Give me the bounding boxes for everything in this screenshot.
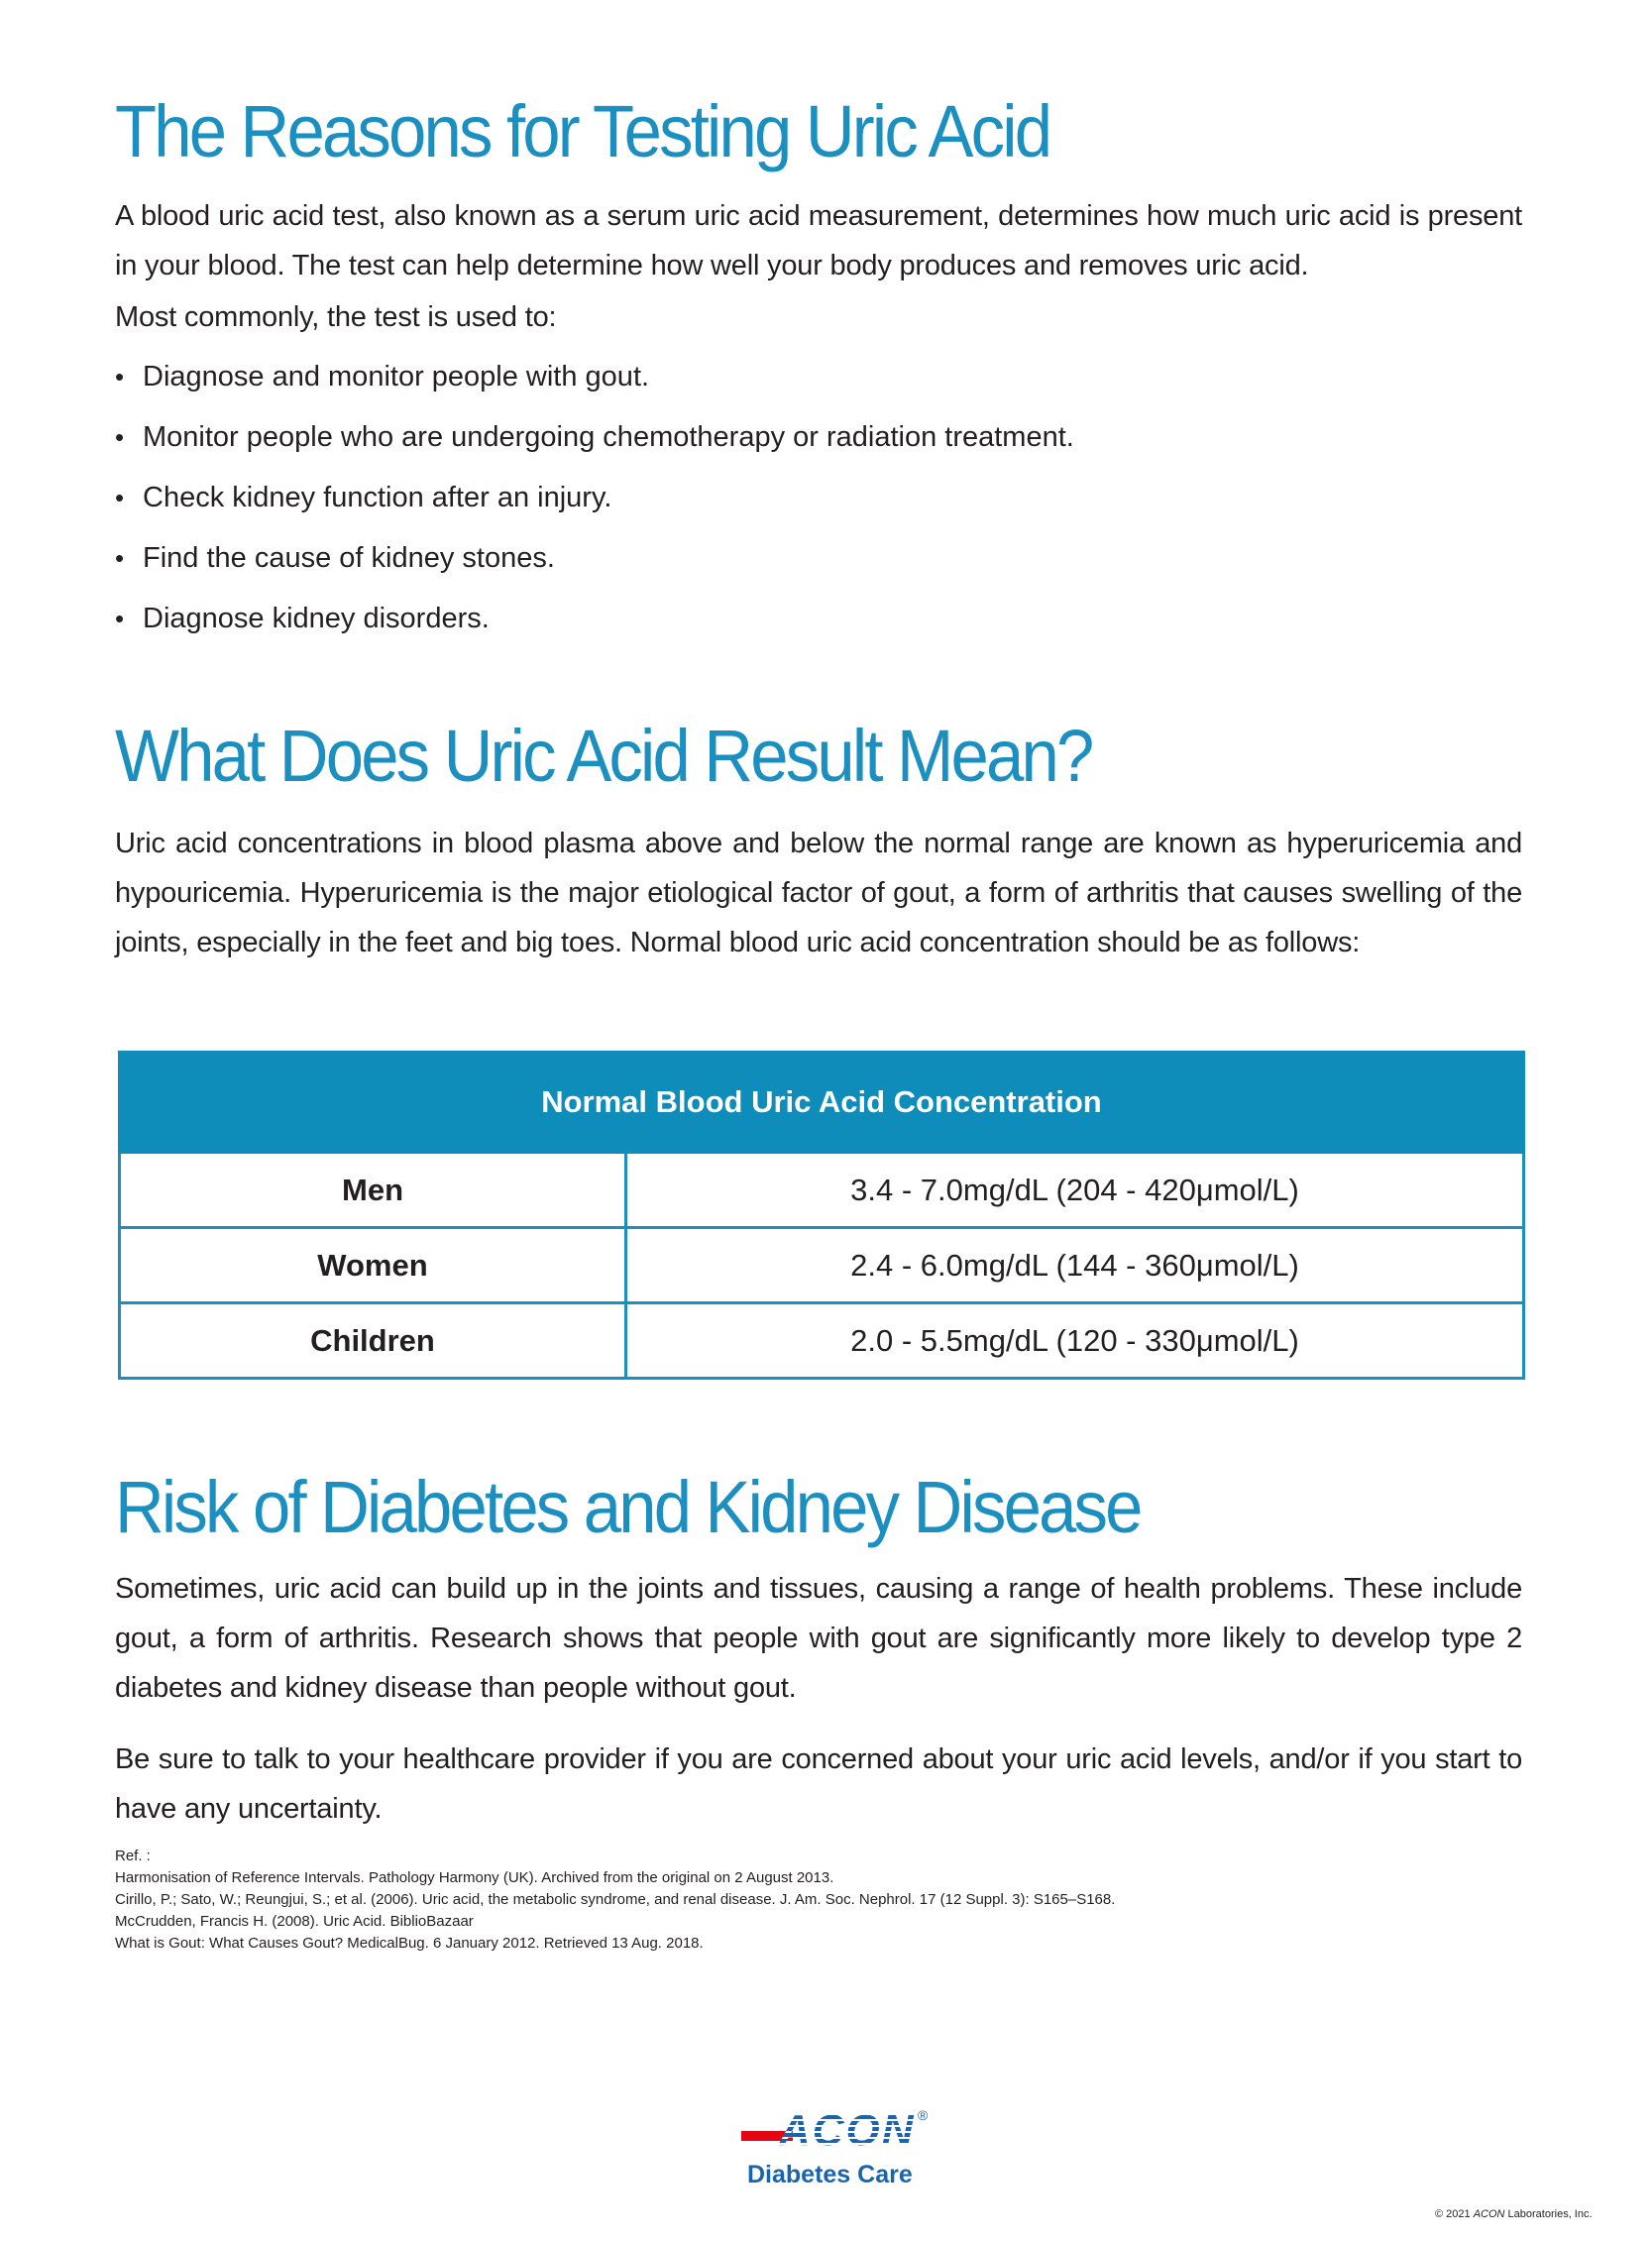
- section-title-result-meaning: What Does Uric Acid Result Mean?: [115, 715, 1092, 797]
- range-cell: 3.4 - 7.0mg/dL (204 - 420μmol/L): [626, 1153, 1524, 1228]
- table-header: Normal Blood Uric Acid Concentration: [120, 1053, 1524, 1153]
- reasons-intro-2: Most commonly, the test is used to:: [115, 301, 557, 333]
- range-cell: 2.4 - 6.0mg/dL (144 - 360μmol/L): [626, 1228, 1524, 1303]
- section-title-risk: Risk of Diabetes and Kidney Disease: [115, 1466, 1141, 1548]
- registered-icon: ®: [918, 2107, 929, 2123]
- references: [115, 1846, 1115, 1955]
- section-title-reasons: The Reasons for Testing Uric Acid: [115, 90, 1050, 172]
- list-item: • Diagnose and monitor people with gout.: [115, 347, 1074, 407]
- table-row: [120, 1228, 1524, 1303]
- risk-body-2: Be sure to talk to your healthcare provider if you are concerned about your uric acid levels, and/or if you start to have any uncertainty.: [115, 1743, 1522, 1825]
- reference-item: Harmonisation of Reference Intervals. Pathology Harmony (UK). Archived from the original on 2 August 2013.: [115, 1869, 834, 1886]
- list-item: • Check kidney function after an injury.: [115, 468, 1074, 528]
- logo-subtitle: Diabetes Care: [747, 2161, 913, 2188]
- uric-acid-table: [118, 1051, 1525, 1380]
- bullet-icon: •: [115, 543, 125, 573]
- table-row: [120, 1303, 1524, 1379]
- range-cell: 2.0 - 5.5mg/dL (120 - 330μmol/L): [626, 1303, 1524, 1379]
- reasons-intro: A blood uric acid test, also known as a serum uric acid measurement, determines how much uric acid is present in your blood. The test can help determine how well your body produces and removes uric acid.: [115, 200, 1522, 281]
- reasons-list: [115, 347, 1074, 649]
- group-cell: Men: [120, 1153, 626, 1228]
- acon-logo: [741, 2106, 930, 2188]
- reference-item: Cirillo, P.; Sato, W.; Reungjui, S.; et al. (2006). Uric acid, the metabolic syndrome, and renal disease. J. Am. Soc. Nephrol. 17 (12 Suppl. 3): S165–S168.: [115, 1891, 1116, 1908]
- table-row: [120, 1153, 1524, 1228]
- list-item: • Find the cause of kidney stones.: [115, 528, 1074, 589]
- list-item: • Diagnose kidney disorders.: [115, 589, 1074, 649]
- references-label: Ref. :: [115, 1848, 151, 1864]
- risk-body: Sometimes, uric acid can build up in the joints and tissues, causing a range of health problems. These include gout, a form of arthritis. Research shows that people with gout are significantly more likely to develop type 2 diabetes and kidney disease than people without gout.: [115, 1573, 1522, 1704]
- reference-item: McCrudden, Francis H. (2008). Uric Acid. BiblioBazaar: [115, 1913, 474, 1930]
- logo-wordmark: ACON: [779, 2106, 916, 2155]
- result-meaning-body: Uric acid concentrations in blood plasma above and below the normal range are known as hyperuricemia and hypouricemia. Hyperuricemia is the major etiological factor of gout, a form of arthritis that causes swelling of the joints, especially in the feet and big toes. Normal blood uric acid concentration should be as follows:: [115, 828, 1522, 958]
- group-cell: Women: [120, 1228, 626, 1303]
- bullet-icon: •: [115, 362, 125, 392]
- reference-item: What is Gout: What Causes Gout? MedicalBug. 6 January 2012. Retrieved 13 Aug. 2018.: [115, 1935, 704, 1952]
- bullet-icon: •: [115, 422, 125, 452]
- bullet-icon: •: [115, 604, 125, 633]
- group-cell: Children: [120, 1303, 626, 1379]
- list-item: • Monitor people who are undergoing chemotherapy or radiation treatment.: [115, 407, 1074, 468]
- copyright: © 2021 ACON Laboratories, Inc.: [1435, 2208, 1593, 2220]
- bullet-icon: •: [115, 483, 125, 512]
